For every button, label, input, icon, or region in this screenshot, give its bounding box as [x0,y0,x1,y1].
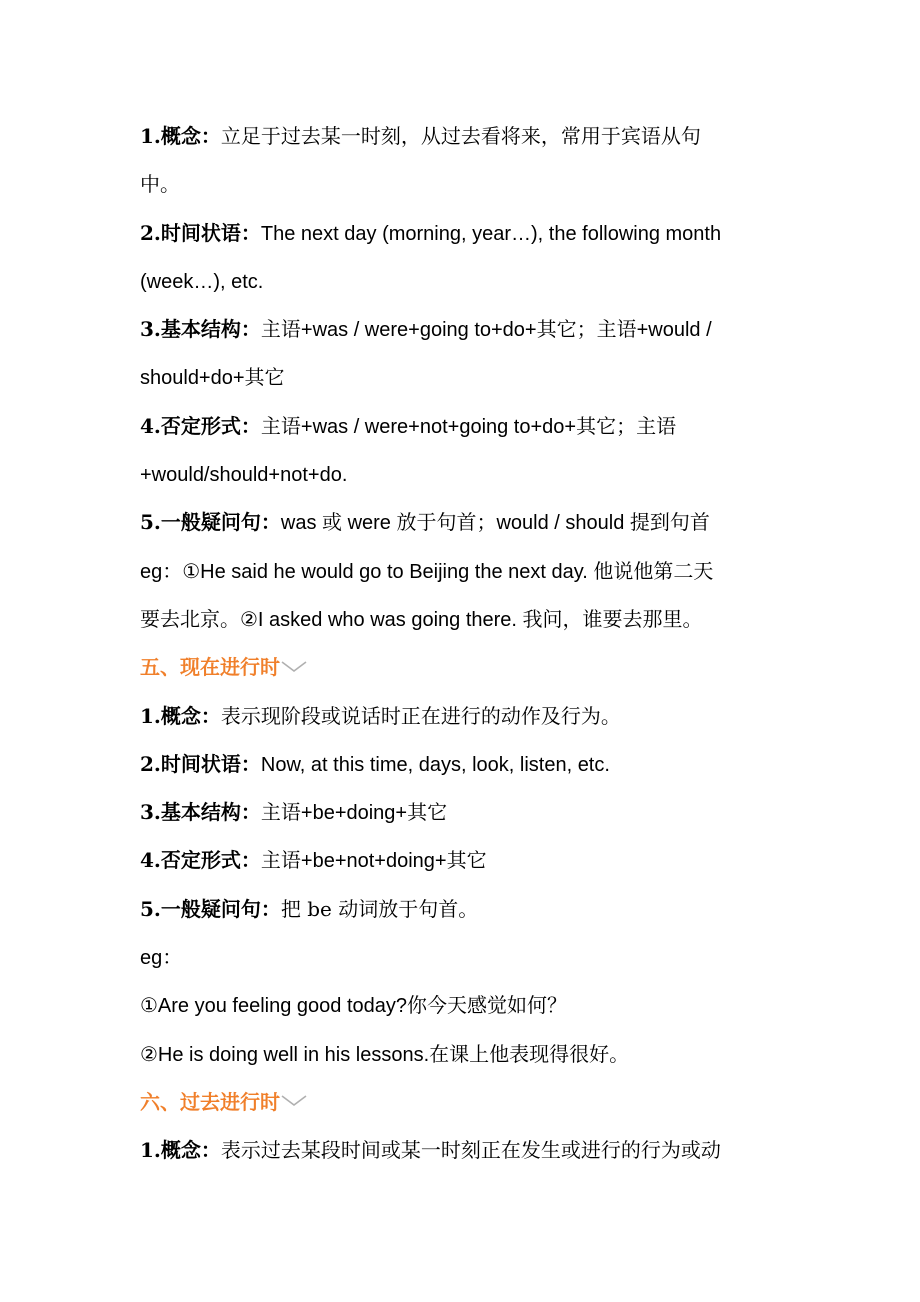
line-label: 4.否定形式： [140,413,261,438]
line-text: should+do+其它 [140,367,285,390]
question-line [140,498,780,546]
line-text: eg： [140,947,183,970]
line-label: 3.基本结构： [140,317,261,342]
section-heading-present-continuous[interactable] [140,643,780,691]
concept-line [140,1126,780,1174]
line-text: 主语+was / were+not+going to+do+其它；主语 [260,415,677,438]
line-label: 2.时间状语： [140,751,261,776]
line-text: 把 be 动词放于句首。 [280,896,479,921]
line-text: (week…), etc. [140,270,264,293]
line-label: 2.时间状语： [140,220,261,245]
negative-form-line [140,836,780,884]
line-label: 4.否定形式： [140,848,261,873]
example-label-line [140,933,780,981]
section-heading-text: 五、现在进行时 [140,655,280,680]
section-heading-past-continuous[interactable] [140,1078,780,1126]
line-text: 主语+be+doing+其它 [260,802,448,825]
line-text: eg：①He said he would go to Beijing the next day. 他说他第二天 [140,560,714,583]
example-line [140,595,780,643]
text-line [140,353,780,401]
line-label: 5.一般疑问句： [140,896,281,921]
line-text: 要去北京。②I asked who was going there. 我问，谁要去那里。 [140,608,703,631]
time-adverbial-line [140,209,780,257]
line-text: was 或 were 放于句首；would / should 提到句首 [280,512,710,535]
text-line [140,160,780,208]
structure-line [140,305,780,353]
line-text: 主语+be+not+doing+其它 [260,850,487,873]
line-text: 中。 [140,172,180,197]
line-text: The next day (morning, year…), the following month [260,222,722,245]
concept-line [140,112,780,160]
line-text: +would/should+not+do. [140,464,348,487]
line-label: 5.一般疑问句： [140,510,281,535]
example-line [140,981,780,1029]
chevron-down-icon[interactable] [281,1094,307,1108]
chevron-down-icon[interactable] [281,660,307,674]
line-text: 立足于过去某一时刻，从过去看将来，常用于宾语从句 [220,124,701,148]
time-adverbial-line [140,740,780,788]
line-label: 1.概念： [140,1138,221,1163]
question-line [140,885,780,933]
line-text: Now, at this time, days, look, listen, etc. [260,753,610,776]
text-line [140,450,780,498]
text-line [140,257,780,305]
concept-line [140,692,780,740]
line-text: ①Are you feeling good today?你今天感觉如何？ [140,995,568,1018]
line-label: 1.概念： [140,124,221,148]
structure-line [140,788,780,836]
example-line [140,547,780,595]
negative-form-line [140,402,780,450]
line-text: 表示现阶段或说话时正在进行的动作及行为。 [220,703,621,728]
line-text: ②He is doing well in his lessons.在课上他表现得很好。 [140,1043,630,1066]
line-text: 表示过去某段时间或某一时刻正在发生或进行的行为或动 [220,1138,721,1163]
line-label: 1.概念： [140,703,221,728]
example-line [140,1030,780,1078]
line-label: 3.基本结构： [140,800,261,825]
section-heading-text: 六、过去进行时 [140,1089,280,1114]
line-text: 主语+was / were+going to+do+其它；主语+would / [260,319,712,342]
document-page [140,112,780,1175]
